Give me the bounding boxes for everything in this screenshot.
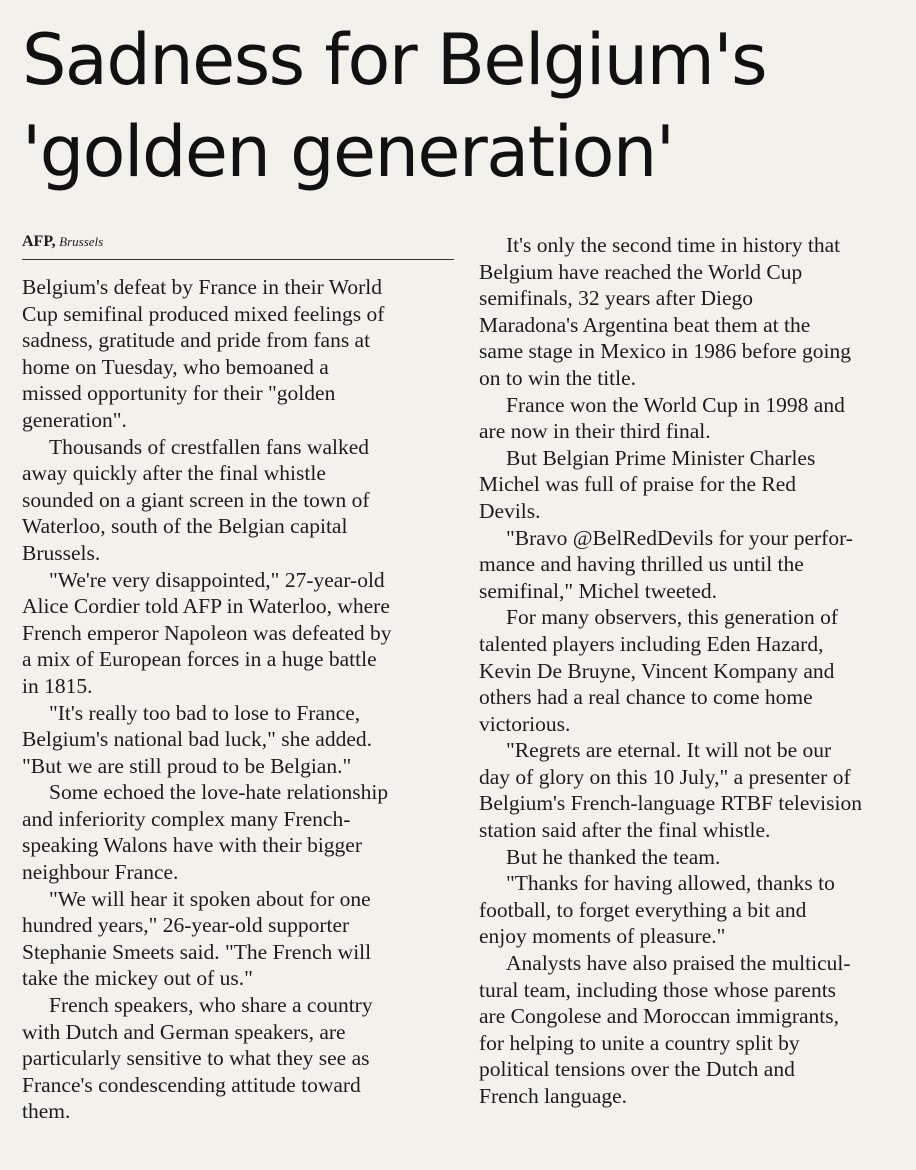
paragraph: Analysts have also praised the multicul- tural team, including those whose parents are Congolese and Moroccan immigrants, for helping to unite a country split by political tensions over the Dutch and French language.	[479, 951, 851, 1108]
paragraph: "Bravo @BelRedDevils for your perfor- mance and having thrilled us until the semifinal," Michel tweeted.	[479, 525, 853, 603]
headline-line-2: 'golden generation'	[22, 111, 674, 193]
right-column	[479, 232, 907, 1110]
paragraph: France won the World Cup in 1998 and are now in their third final.	[479, 392, 845, 444]
paragraph: It's only the second time in history that Belgium have reached the World Cup semifinals, 32 years after Diego Maradona's Argentina beat them at the same stage in Mexico in 1986 before going on to win the title.	[479, 233, 851, 390]
left-column	[22, 232, 454, 1125]
paragraph: Some echoed the love-hate relationship and inferiority complex many French- speaking Walons have with their bigger neighbour France.	[22, 780, 389, 885]
paragraph: French speakers, who share a country with Dutch and German speakers, are particularly sensitive to what they see as France's condescending attitude toward them.	[22, 993, 373, 1124]
paragraph: "We will hear it spoken about for one hundred years," 26-year-old supporter Stephanie Smeets said. "The French will take the mickey out of us."	[22, 886, 372, 991]
paragraph: "Regrets are eternal. It will not be our day of glory on this 10 July," a presenter of Belgium's French-language RTBF television station said after the final whistle.	[479, 738, 862, 843]
paragraph: Thousands of crestfallen fans walked away quickly after the final whistle sounded on a giant screen in the town of Waterloo, south of the Belgian capital Brussels.	[22, 434, 370, 565]
paragraph: "We're very disappointed," 27-year-old Alice Cordier told AFP in Waterloo, where French emperor Napoleon was defeated by a mix of European forces in a huge battle in 1815.	[22, 567, 392, 698]
paragraph: "Thanks for having allowed, thanks to football, to forget everything a bit and enjoy moments of pleasure."	[479, 871, 835, 949]
paragraph: But he thanked the team.	[506, 844, 721, 869]
article-headline	[22, 14, 902, 198]
byline-agency: AFP,	[22, 233, 56, 250]
paragraph: Belgium's defeat by France in their World Cup semifinal produced mixed feelings of sadness, gratitude and pride from fans at home on Tuesday, who bemoaned a missed opportunity for their "golden generation".	[22, 275, 385, 432]
paragraph: But Belgian Prime Minister Charles Michel was full of praise for the Red Devils.	[479, 445, 816, 523]
byline-place: Brussels	[59, 234, 104, 249]
byline	[22, 232, 454, 260]
paragraph: "It's really too bad to lose to France, Belgium's national bad luck," she added. "But we are still proud to be Belgian."	[22, 700, 373, 778]
headline-line-1: Sadness for Belgium's	[22, 19, 767, 101]
paragraph: For many observers, this generation of talented players including Eden Hazard, Kevin De Bruyne, Vincent Kompany and others had a real chance to come home victorious.	[479, 605, 838, 736]
